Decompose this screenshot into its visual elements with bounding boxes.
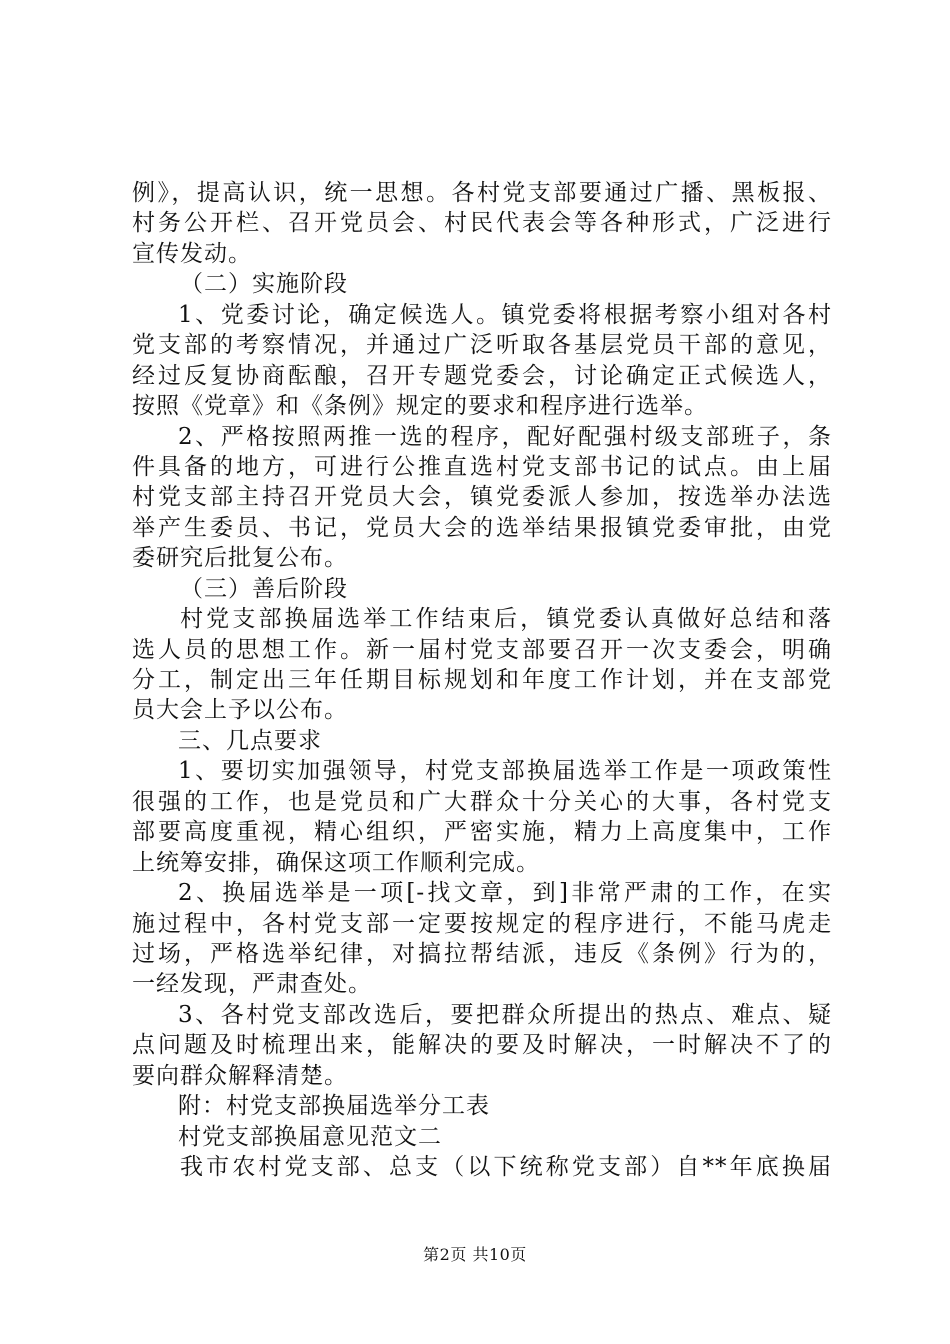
paragraph-line: 施过程中，各村党支部一定要按规定的程序进行，不能马虎走 [132,911,832,937]
paragraph-line: 村党支部主持召开党员大会，镇党委派人参加，按选举办法选 [132,484,832,510]
paragraph-line: 部要高度重视，精心组织，严密实施，精力上高度集中，工作 [132,819,832,845]
paragraph-line: 员大会上予以公布。 [132,697,348,723]
section-heading: （二）实施阶段 [180,271,348,297]
paragraph-line: 我市农村党支部、总支（以下统称党支部）自**年底换届 [180,1154,832,1180]
paragraph-line: 件具备的地方，可进行公推直选村党支部书记的试点。由上届 [132,454,832,480]
page-number-footer: 第2页 共10页 [423,1245,527,1264]
paragraph-line: 要向群众解释清楚。 [132,1063,348,1089]
paragraph-line: 按照《党章》和《条例》规定的要求和程序进行选举。 [132,393,708,419]
paragraph-line: 委研究后批复公布。 [132,545,348,571]
paragraph-line: 1、党委讨论，确定候选人。镇党委将根据考察小组对各村 [178,302,832,328]
paragraph-line: 2、换届选举是一项[-找文章，到]非常严肃的工作，在实 [178,880,832,906]
attachment-line: 附：村党支部换届选举分工表 [178,1093,490,1119]
paragraph-line: 一经发现，严肃查处。 [132,971,372,997]
paragraph-line: 例》，提高认识，统一思想。各村党支部要通过广播、黑板报、 [132,180,832,206]
paragraph-line: 宣传发动。 [132,241,252,267]
paragraph-line: 上统筹安排，确保这项工作顺利完成。 [132,850,540,876]
paragraph-line: 村务公开栏、召开党员会、村民代表会等各种形式，广泛进行 [132,210,832,236]
paragraph-line: 村党支部换届选举工作结束后，镇党委认真做好总结和落 [180,606,832,632]
paragraph-line: 1、要切实加强领导，村党支部换届选举工作是一项政策性 [178,758,832,784]
paragraph-line: 举产生委员、书记，党员大会的选举结果报镇党委审批，由党 [132,515,832,541]
paragraph-line: 选人员的思想工作。新一届村党支部要召开一次支委会，明确 [132,637,832,663]
paragraph-line: 2、严格按照两推一选的程序，配好配强村级支部班子，条 [178,424,832,450]
paragraph-line: 党支部的考察情况，并通过广泛听取各基层党员干部的意见， [132,332,832,358]
paragraph-line: 分工，制定出三年任期目标规划和年度工作计划，并在支部党 [132,667,832,693]
section-heading: （三）善后阶段 [180,576,348,602]
subheading: 村党支部换届意见范文二 [178,1124,442,1150]
paragraph-line: 点问题及时梳理出来，能解决的要及时解决，一时解决不了的 [132,1032,832,1058]
paragraph-line: 很强的工作，也是党员和广大群众十分关心的大事，各村党支 [132,789,832,815]
paragraph-line: 3、各村党支部改选后，要把群众所提出的热点、难点、疑 [178,1002,832,1028]
section-heading: 三、几点要求 [178,728,322,754]
paragraph-line: 过场，严格选举纪律，对搞拉帮结派，违反《条例》行为的， [132,941,832,967]
paragraph-line: 经过反复协商酝酿，召开专题党委会，讨论确定正式候选人， [132,363,832,389]
